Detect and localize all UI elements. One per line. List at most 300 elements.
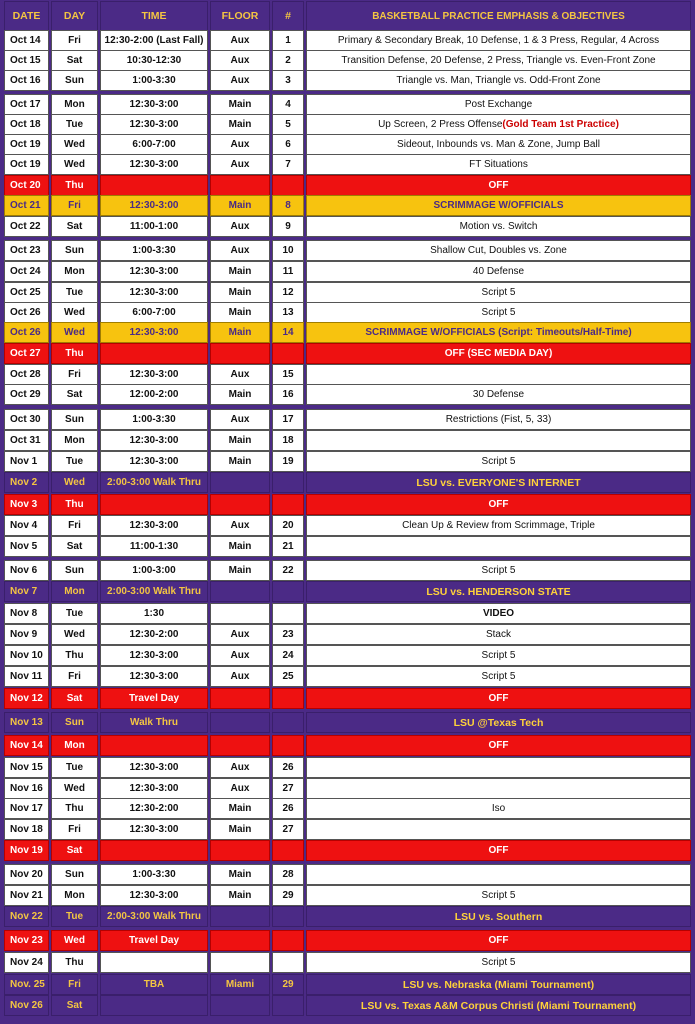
cell-floor: Aux — [210, 778, 270, 799]
emphasis-text: Restrictions (Fist, 5, 33) — [445, 414, 552, 425]
cell-emphasis — [306, 688, 691, 709]
cell-time: 1:00-3:30 — [100, 240, 208, 261]
cell-date: Oct 25 — [4, 282, 49, 303]
cell-date: Nov 12 — [4, 688, 49, 709]
cell-date: Oct 20 — [4, 175, 49, 196]
cell-time: 6:00-7:00 — [100, 302, 208, 323]
cell-day: Mon — [51, 735, 98, 756]
cell-emphasis — [306, 712, 691, 733]
emphasis-text: Post Exchange — [464, 99, 533, 110]
cell-practice-number — [272, 494, 304, 515]
table-row — [4, 688, 691, 709]
cell-floor: Main — [210, 195, 270, 216]
table-row — [4, 778, 691, 799]
cell-date: Nov 23 — [4, 930, 49, 951]
cell-emphasis — [306, 134, 691, 155]
cell-emphasis — [306, 494, 691, 515]
table-row — [4, 430, 691, 451]
cell-practice-number — [272, 840, 304, 861]
cell-date: Nov 16 — [4, 778, 49, 799]
cell-floor: Aux — [210, 30, 270, 51]
header-floor: FLOOR — [210, 1, 270, 31]
header-number: # — [272, 1, 304, 31]
cell-floor — [210, 952, 270, 973]
cell-time: 12:30-3:00 — [100, 819, 208, 840]
cell-day: Thu — [51, 798, 98, 819]
table-row — [4, 451, 691, 472]
emphasis-text: Motion vs. Switch — [459, 221, 538, 232]
emphasis-text: 30 Defense — [472, 389, 525, 400]
cell-day: Thu — [51, 494, 98, 515]
table-row — [4, 995, 691, 1016]
cell-date: Nov 3 — [4, 494, 49, 515]
cell-emphasis — [306, 560, 691, 581]
cell-floor: Aux — [210, 757, 270, 778]
emphasis-text: OFF — [488, 693, 509, 704]
cell-emphasis — [306, 757, 691, 778]
cell-day: Sat — [51, 216, 98, 237]
cell-time: 2:00-3:00 Walk Thru — [100, 581, 208, 602]
cell-day: Sat — [51, 688, 98, 709]
cell-floor: Aux — [210, 216, 270, 237]
cell-emphasis — [306, 952, 691, 973]
cell-emphasis — [306, 515, 691, 536]
cell-floor: Main — [210, 560, 270, 581]
cell-date: Nov 2 — [4, 472, 49, 493]
cell-time — [100, 995, 208, 1016]
cell-date: Oct 18 — [4, 114, 49, 135]
cell-floor: Main — [210, 322, 270, 343]
emphasis-text: Triangle vs. Man, Triangle vs. Odd-Front Zone — [396, 75, 601, 86]
cell-date: Nov. 25 — [4, 974, 49, 995]
cell-practice-number: 8 — [272, 195, 304, 216]
cell-practice-number — [272, 343, 304, 364]
table-row — [4, 885, 691, 906]
emphasis-text: LSU vs. Southern — [454, 910, 543, 923]
cell-date: Nov 22 — [4, 906, 49, 927]
cell-practice-number — [272, 930, 304, 951]
cell-time: Travel Day — [100, 930, 208, 951]
cell-day: Mon — [51, 94, 98, 115]
emphasis-text: OFF (SEC MEDIA DAY) — [444, 348, 553, 359]
cell-day: Thu — [51, 645, 98, 666]
table-row — [4, 757, 691, 778]
cell-date: Oct 26 — [4, 302, 49, 323]
table-row — [4, 175, 691, 196]
cell-date: Nov 18 — [4, 819, 49, 840]
cell-emphasis — [306, 778, 691, 799]
table-row — [4, 343, 691, 364]
cell-time: 11:00-1:30 — [100, 536, 208, 557]
cell-emphasis — [306, 735, 691, 756]
cell-date: Nov 24 — [4, 952, 49, 973]
cell-practice-number: 21 — [272, 536, 304, 557]
emphasis-text: Primary & Secondary Break, 10 Defense, 1 & 3 Press, Regular, 4 Across — [337, 35, 660, 46]
table-row — [4, 952, 691, 973]
emphasis-text: OFF — [488, 499, 509, 510]
emphasis-text: OFF — [488, 180, 509, 191]
cell-practice-number — [272, 472, 304, 493]
cell-floor: Main — [210, 94, 270, 115]
header-emphasis: BASKETBALL PRACTICE EMPHASIS & OBJECTIVES — [306, 1, 691, 31]
cell-practice-number: 15 — [272, 364, 304, 385]
cell-floor: Aux — [210, 409, 270, 430]
emphasis-text: LSU vs. HENDERSON STATE — [426, 585, 571, 598]
table-row — [4, 50, 691, 71]
table-row — [4, 930, 691, 951]
cell-emphasis — [306, 364, 691, 385]
cell-date: Nov 13 — [4, 712, 49, 733]
table-row — [4, 603, 691, 624]
cell-practice-number: 9 — [272, 216, 304, 237]
cell-emphasis — [306, 409, 691, 430]
cell-practice-number: 29 — [272, 974, 304, 995]
cell-floor — [210, 735, 270, 756]
cell-floor — [210, 712, 270, 733]
cell-time — [100, 735, 208, 756]
cell-emphasis — [306, 603, 691, 624]
cell-floor — [210, 906, 270, 927]
cell-floor: Miami — [210, 974, 270, 995]
cell-time: 12:30-3:00 — [100, 645, 208, 666]
cell-date: Oct 14 — [4, 30, 49, 51]
table-row — [4, 134, 691, 155]
cell-floor: Main — [210, 261, 270, 282]
table-row — [4, 906, 691, 927]
cell-practice-number: 2 — [272, 50, 304, 71]
cell-day: Sun — [51, 560, 98, 581]
cell-practice-number: 23 — [272, 624, 304, 645]
emphasis-text: LSU vs. Nebraska (Miami Tournament) — [402, 978, 595, 991]
cell-floor: Main — [210, 536, 270, 557]
cell-time: 12:30-3:00 — [100, 757, 208, 778]
emphasis-note: (Gold Team 1st Practice) — [502, 119, 619, 130]
cell-day: Wed — [51, 302, 98, 323]
emphasis-text: Stack — [485, 629, 511, 640]
table-row — [4, 472, 691, 493]
cell-practice-number: 3 — [272, 70, 304, 91]
table-row — [4, 364, 691, 385]
cell-emphasis — [306, 819, 691, 840]
cell-practice-number: 6 — [272, 134, 304, 155]
cell-time: 12:30-3:00 — [100, 778, 208, 799]
cell-floor: Aux — [210, 50, 270, 71]
table-row — [4, 261, 691, 282]
table-row — [4, 624, 691, 645]
cell-practice-number: 1 — [272, 30, 304, 51]
cell-date: Oct 22 — [4, 216, 49, 237]
cell-time: 12:30-3:00 — [100, 451, 208, 472]
cell-date: Oct 15 — [4, 50, 49, 71]
cell-time: 6:00-7:00 — [100, 134, 208, 155]
cell-time: 12:30-3:00 — [100, 666, 208, 687]
cell-emphasis — [306, 666, 691, 687]
cell-practice-number: 22 — [272, 560, 304, 581]
cell-date: Oct 31 — [4, 430, 49, 451]
cell-day: Wed — [51, 322, 98, 343]
cell-practice-number: 27 — [272, 819, 304, 840]
cell-emphasis — [306, 343, 691, 364]
cell-day: Fri — [51, 666, 98, 687]
cell-time: 12:30-3:00 — [100, 261, 208, 282]
cell-practice-number — [272, 712, 304, 733]
cell-practice-number — [272, 688, 304, 709]
cell-date: Nov 26 — [4, 995, 49, 1016]
cell-date: Oct 19 — [4, 134, 49, 155]
cell-emphasis — [306, 906, 691, 927]
cell-time — [100, 494, 208, 515]
cell-floor: Aux — [210, 154, 270, 175]
table-row — [4, 94, 691, 115]
cell-time: Walk Thru — [100, 712, 208, 733]
table-row — [4, 515, 691, 536]
cell-day: Wed — [51, 472, 98, 493]
cell-day: Wed — [51, 134, 98, 155]
emphasis-text: Script 5 — [481, 890, 516, 901]
emphasis-text: Script 5 — [481, 565, 516, 576]
cell-date: Oct 26 — [4, 322, 49, 343]
table-row — [4, 864, 691, 885]
cell-emphasis — [306, 94, 691, 115]
emphasis-text: Sideout, Inbounds vs. Man & Zone, Jump Ball — [397, 139, 600, 150]
cell-floor: Aux — [210, 645, 270, 666]
cell-date: Nov 11 — [4, 666, 49, 687]
cell-day: Thu — [51, 175, 98, 196]
cell-day: Fri — [51, 195, 98, 216]
cell-time — [100, 952, 208, 973]
cell-date: Nov 14 — [4, 735, 49, 756]
cell-day: Tue — [51, 451, 98, 472]
cell-date: Nov 1 — [4, 451, 49, 472]
header-day: DAY — [51, 1, 98, 31]
emphasis-text: VIDEO — [482, 608, 515, 619]
cell-day: Tue — [51, 603, 98, 624]
cell-emphasis — [306, 536, 691, 557]
cell-floor: Aux — [210, 624, 270, 645]
cell-day: Tue — [51, 757, 98, 778]
cell-emphasis — [306, 384, 691, 405]
cell-time — [100, 343, 208, 364]
cell-practice-number: 19 — [272, 451, 304, 472]
cell-emphasis — [306, 216, 691, 237]
cell-practice-number: 20 — [272, 515, 304, 536]
cell-day: Thu — [51, 952, 98, 973]
table-row — [4, 798, 691, 819]
table-row — [4, 282, 691, 303]
cell-date: Nov 9 — [4, 624, 49, 645]
cell-practice-number: 16 — [272, 384, 304, 405]
cell-floor — [210, 343, 270, 364]
cell-floor: Main — [210, 282, 270, 303]
cell-practice-number: 24 — [272, 645, 304, 666]
cell-date: Nov 10 — [4, 645, 49, 666]
table-row — [4, 114, 691, 135]
cell-time: 2:00-3:00 Walk Thru — [100, 906, 208, 927]
table-row — [4, 216, 691, 237]
cell-practice-number — [272, 952, 304, 973]
table-row — [4, 154, 691, 175]
table-row — [4, 712, 691, 733]
cell-floor: Aux — [210, 134, 270, 155]
cell-day: Sun — [51, 409, 98, 430]
cell-day: Mon — [51, 261, 98, 282]
header-row — [4, 1, 691, 31]
cell-practice-number: 26 — [272, 798, 304, 819]
cell-practice-number: 14 — [272, 322, 304, 343]
cell-emphasis — [306, 798, 691, 819]
cell-floor — [210, 494, 270, 515]
cell-date: Nov 6 — [4, 560, 49, 581]
cell-time: 12:30-3:00 — [100, 430, 208, 451]
cell-floor: Aux — [210, 666, 270, 687]
cell-practice-number: 4 — [272, 94, 304, 115]
cell-date: Oct 21 — [4, 195, 49, 216]
cell-time: 1:00-3:30 — [100, 864, 208, 885]
cell-floor — [210, 472, 270, 493]
cell-emphasis — [306, 282, 691, 303]
emphasis-text: Shallow Cut, Doubles vs. Zone — [430, 245, 567, 256]
cell-day: Wed — [51, 624, 98, 645]
cell-time: 12:30-2:00 — [100, 798, 208, 819]
cell-floor — [210, 688, 270, 709]
cell-time: 12:30-2:00 (Last Fall) — [100, 30, 208, 51]
emphasis-text: SCRIMMAGE W/OFFICIALS — [433, 200, 564, 211]
cell-emphasis — [306, 840, 691, 861]
cell-emphasis — [306, 322, 691, 343]
cell-emphasis — [306, 974, 691, 995]
cell-time: 1:00-3:30 — [100, 409, 208, 430]
cell-date: Oct 24 — [4, 261, 49, 282]
cell-date: Oct 28 — [4, 364, 49, 385]
table-row — [4, 666, 691, 687]
cell-day: Sun — [51, 70, 98, 91]
emphasis-text: Script 5 — [481, 456, 516, 467]
cell-practice-number: 29 — [272, 885, 304, 906]
cell-date: Oct 29 — [4, 384, 49, 405]
cell-day: Fri — [51, 30, 98, 51]
cell-practice-number: 26 — [272, 757, 304, 778]
cell-time — [100, 840, 208, 861]
cell-floor — [210, 175, 270, 196]
cell-time: 12:30-3:00 — [100, 322, 208, 343]
cell-day: Wed — [51, 154, 98, 175]
cell-time: 1:00-3:00 — [100, 560, 208, 581]
cell-practice-number: 18 — [272, 430, 304, 451]
emphasis-text: FT Situations — [469, 159, 528, 170]
cell-emphasis — [306, 451, 691, 472]
cell-floor: Aux — [210, 515, 270, 536]
cell-practice-number: 13 — [272, 302, 304, 323]
cell-emphasis — [306, 114, 691, 135]
cell-time: 12:30-2:00 — [100, 624, 208, 645]
cell-emphasis — [306, 624, 691, 645]
cell-day: Sat — [51, 995, 98, 1016]
cell-day: Tue — [51, 906, 98, 927]
table-row — [4, 735, 691, 756]
cell-date: Nov 15 — [4, 757, 49, 778]
cell-floor: Main — [210, 864, 270, 885]
cell-floor — [210, 840, 270, 861]
emphasis-text: Script 5 — [481, 957, 516, 968]
cell-time: 1:30 — [100, 603, 208, 624]
cell-time: 12:30-3:00 — [100, 114, 208, 135]
cell-time: 11:00-1:00 — [100, 216, 208, 237]
cell-day: Sat — [51, 536, 98, 557]
cell-emphasis — [306, 70, 691, 91]
cell-day: Sat — [51, 50, 98, 71]
cell-emphasis — [306, 430, 691, 451]
table-row — [4, 302, 691, 323]
cell-time: 12:30-3:00 — [100, 885, 208, 906]
cell-emphasis — [306, 30, 691, 51]
table-row — [4, 409, 691, 430]
cell-emphasis — [306, 995, 691, 1016]
cell-practice-number: 11 — [272, 261, 304, 282]
cell-day: Tue — [51, 282, 98, 303]
cell-time: 12:30-3:00 — [100, 94, 208, 115]
table-row — [4, 560, 691, 581]
cell-date: Nov 20 — [4, 864, 49, 885]
cell-practice-number: 5 — [272, 114, 304, 135]
cell-floor: Aux — [210, 240, 270, 261]
emphasis-text: Up Screen, 2 Press Offense — [378, 119, 503, 130]
cell-floor: Main — [210, 819, 270, 840]
table-row — [4, 536, 691, 557]
cell-floor: Main — [210, 114, 270, 135]
emphasis-text: Clean Up & Review from Scrimmage, Triple — [402, 520, 595, 531]
cell-emphasis — [306, 240, 691, 261]
cell-date: Nov 19 — [4, 840, 49, 861]
emphasis-text: Script 5 — [481, 287, 516, 298]
cell-floor: Main — [210, 885, 270, 906]
emphasis-text: OFF — [488, 845, 509, 856]
cell-floor — [210, 581, 270, 602]
cell-date: Oct 23 — [4, 240, 49, 261]
cell-time: 1:00-3:30 — [100, 70, 208, 91]
cell-date: Nov 5 — [4, 536, 49, 557]
cell-time: 12:30-3:00 — [100, 195, 208, 216]
cell-emphasis — [306, 930, 691, 951]
cell-day: Sun — [51, 240, 98, 261]
emphasis-text: LSU @Texas Tech — [453, 716, 544, 729]
cell-day: Tue — [51, 114, 98, 135]
cell-emphasis — [306, 302, 691, 323]
cell-practice-number: 28 — [272, 864, 304, 885]
cell-date: Oct 19 — [4, 154, 49, 175]
cell-date: Nov 17 — [4, 798, 49, 819]
cell-emphasis — [306, 645, 691, 666]
cell-day: Mon — [51, 430, 98, 451]
table-row — [4, 195, 691, 216]
cell-day: Wed — [51, 778, 98, 799]
cell-emphasis — [306, 175, 691, 196]
cell-date: Oct 27 — [4, 343, 49, 364]
emphasis-text: Iso — [491, 803, 506, 814]
cell-day: Mon — [51, 581, 98, 602]
cell-floor: Main — [210, 384, 270, 405]
cell-time: 12:30-3:00 — [100, 515, 208, 536]
cell-date: Oct 17 — [4, 94, 49, 115]
cell-practice-number: 27 — [272, 778, 304, 799]
cell-floor — [210, 603, 270, 624]
cell-floor: Main — [210, 302, 270, 323]
cell-time: 2:00-3:00 Walk Thru — [100, 472, 208, 493]
emphasis-text: Script 5 — [481, 307, 516, 318]
emphasis-text: OFF — [488, 935, 509, 946]
emphasis-text: LSU vs. EVERYONE'S INTERNET — [416, 476, 581, 489]
cell-day: Fri — [51, 364, 98, 385]
table-row — [4, 30, 691, 51]
